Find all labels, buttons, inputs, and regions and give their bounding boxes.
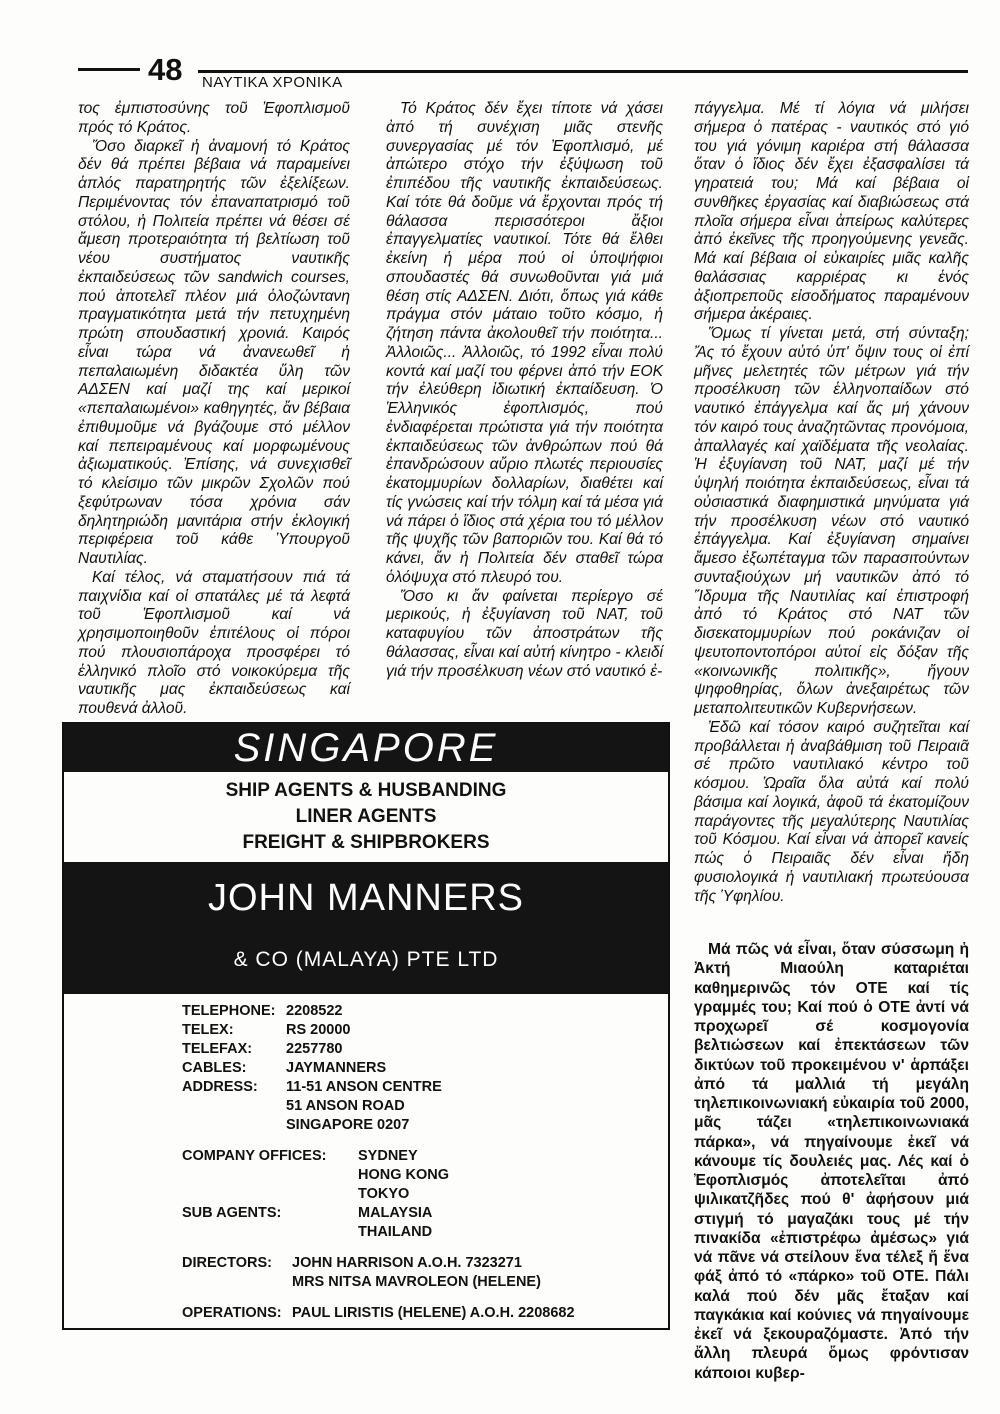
label-directors: DIRECTORS: xyxy=(182,1255,272,1271)
label-sub-agents: SUB AGENTS: xyxy=(182,1205,282,1221)
ad-service-line: FREIGHT & SHIPBROKERS xyxy=(242,832,490,853)
text-column-1 xyxy=(78,100,350,719)
advertisement xyxy=(62,722,670,1330)
paragraph: Ὅσο κι ἄν φαίνεται περίεργο σέ μερικούς, ἡ ἐξυγίανση τοῦ ΝΑΤ, τοῦ καταφυγίου τῶν ἀποστράτων τῆς θάλασσας, εἶναι καί αὐτή κίνητρο - κλειδί γιά τήν προσέλκυση νέων στό ναυτικό ἐ- xyxy=(386,587,663,680)
ad-company-name: JOHN MANNERS xyxy=(207,877,525,919)
page-header xyxy=(78,52,968,91)
label-cables: CABLES: xyxy=(182,1060,247,1076)
office-item: HONG KONG xyxy=(358,1167,450,1183)
sub-agent-item: THAILAND xyxy=(358,1224,433,1240)
ad-service-line: LINER AGENTS xyxy=(295,806,437,827)
paragraph: τος ἐμπιστοσύνης τοῦ Ἐφοπλισμοῦ πρός τό Κράτος. xyxy=(78,100,350,136)
paragraph: Τό Κράτος δέν ἔχει τίποτε νά χάσει ἀπό τή συνέχιση μιᾶς στενῆς συνεργασίας μέ τόν Ἐφοπλισμό, μέ ἀπώτερο στόχο τήν ἐξύψωση τοῦ ἐπιπέδου τῆς ναυτικῆς ἐκπαιδεύσεως. Καί τότε θά δοῦμε νά ἔρχονται πρός τή θάλασσα περισσότεροι ἄξιοι ἐπαγγελματίες ναυτικοί. Τότε θά ἔλθει ἐκείνη ἡ μέρα πού οἱ ὑποψήφιοι σπουδαστές θά συνωθοῦνται γιά μιά θέση στίς ΑΔΣΕΝ. Διότι, ὅπως γιά κάθε πράγμα στόν μάταιο τοῦτο κόσμο, ἡ ζήτηση πάντα ἀκολουθεῖ τήν ποιότητα... Ἀλλοιῶς... Ἀλλοιῶς, τό 1992 εἶναι πολύ κοντά καί μαζί του φέρνει ἀπό τήν ΕΟΚ τήν ἐλεύθερη ἰδιωτική ἐκπαίδευση. Ὁ Ἑλληνικός ἐφοπλισμός, πού ἐνδιαφέρεται πρώτιστα γιά τήν ποιότητα ἐκπαιδεύσεως τῶν ἀνθρώπων πού θά ἐπανδρώσουν αὔριο πλωτές περιουσίες ἑκατομμυρίων δολλαρίων, διαθέτει καί τίς γνώσεις καί τήν τόλμη καί τά μέσα γιά νά πάρει ὁ ἴδιος στά χέρια του τό μέλλον τῆς ψυχῆς τῶν βαποριῶν του. Καί θά τό κάνει, ἄν ἡ Πολιτεία δέν σταθεῖ τώρα ὁλόψυχα στό πλευρό του. xyxy=(386,100,663,586)
header-rule-right xyxy=(198,70,968,73)
director-item: JOHN HARRISON A.O.H. 7323271 xyxy=(292,1255,522,1271)
label-telephone: TELEPHONE: xyxy=(182,1003,276,1019)
address-line: SINGAPORE 0207 xyxy=(286,1117,410,1133)
label-telefax: TELEFAX: xyxy=(182,1041,253,1057)
operations-value: PAUL LIRISTIS (HELENE) A.O.H. 2208682 xyxy=(292,1305,575,1321)
paragraph: πάγγελμα. Μέ τί λόγια νά μιλήσει σήμερα ὁ πατέρας - ναυτικός στό γιό του γιά γόνιμη καριέρα στή θάλασσα ὅταν ὁ ἴδιος δέν ἔχει ἐξασφαλίσει τά γηρατειά του; Μά καί βέβαια οἱ συνθῆκες ἐργασίας καί διαβιώσεως στά πλοῖα σήμερα εἶναι ἀπείρως καλύτερες ἀπό ἐκεῖνες τῆς προηγούμενης γενεᾶς. Μά καί βέβαια οἱ εὐκαιρίες μιᾶς καλῆς θαλάσσιας καρριέρας κι ἑνός ἀξιοπρεποῦς εἰσοδήματος παραμένουν σήμερα ἀκέραιες. xyxy=(694,100,969,324)
page-number: 48 xyxy=(148,52,183,87)
ad-service-line: SHIP AGENTS & HUSBANDING xyxy=(225,780,507,801)
office-item: SYDNEY xyxy=(358,1148,418,1164)
telephone-value: 2208522 xyxy=(286,1003,343,1019)
header-rule-left xyxy=(78,68,140,71)
office-item: TOKYO xyxy=(358,1186,410,1202)
ad-services xyxy=(64,778,668,856)
telefax-value: 2257780 xyxy=(286,1041,343,1057)
text-column-2 xyxy=(386,100,663,681)
sub-agent-item: MALAYSIA xyxy=(358,1205,433,1221)
address-line: 51 ANSON ROAD xyxy=(286,1098,405,1114)
ad-contact-details xyxy=(182,1002,575,1323)
label-company-offices: COMPANY OFFICES: xyxy=(182,1148,327,1164)
paragraph: Ὅμως τί γίνεται μετά, στή σύνταξη; Ἄς τό ἔχουν αὐτό ὑπ' ὄψιν τους οἱ ἐπί μῆνες μελετητές τῶν μέτρων γιά τήν προσέλκυση τῶν ἑλληνοπαίδων στό ναυτικό ἐπάγγελμα καί ἄς μή χάνουν τόν καιρό τους ἀναζητῶντας προνόμοια, ἀπαλλαγές καί χαϊδέματα τῆς νεολαίας. Ἡ ἐξυγίανση τοῦ ΝΑΤ, μαζί μέ τήν ὑψηλή ποιότητα ἐκπαιδεύσεως, εἶναι τά οὐσιαστικά διαφημιστικά μηνύματα γιά τήν προσέλκυση νέων στό ναυτικό ἐπάγγελμα. Καί ἐξυγίανση σημαίνει ἄμεσο ἐξωπέταγμα τῶν παρασιτούντων συνταξιούχων μή ναυτικῶν ἀπό τό Ἵδρυμα τῆς Ναυτιλίας καί ἐπιστροφή ἀπό τό Κράτος στό ΝΑΤ τῶν δισεκατομμυρίων πού ροκάνιζαν οἱ ψευτοποντοπόροι αὐτοί εἰς δόξαν τῆς «κοινωνικῆς πολιτικῆς», ἤγουν ψηφοθηρίας, ὅλων ἀνεξαιρέτως τῶν μεταπολιτευτικῶν Κυβερνήσεων. xyxy=(694,325,969,717)
label-operations: OPERATIONS: xyxy=(182,1305,282,1321)
publication-title: ΝΑΥΤΙΚΑ ΧΡΟΝΙΚΑ xyxy=(202,74,343,91)
director-item: MRS NITSA MAVROLEON (HELENE) xyxy=(292,1274,541,1290)
ad-company-suffix: & CO (MALAYA) PTE LTD xyxy=(233,948,499,971)
address-line: 11-51 ANSON CENTRE xyxy=(286,1079,442,1095)
ad-company-band xyxy=(64,862,668,994)
text-column-3-bold xyxy=(694,940,969,1383)
ad-location: SINGAPORE xyxy=(64,724,668,772)
telex-value: RS 20000 xyxy=(286,1022,351,1038)
label-address: ADDRESS: xyxy=(182,1079,258,1095)
text-column-3 xyxy=(694,100,969,906)
paragraph: Μά πῶς νά εἶναι, ὅταν σύσσωμη ἡ Ἀκτή Μιαούλη καταριέται καθημερινῶς τόν ΟΤΕ καί τίς γραμμές του; Καί πού ὁ ΟΤΕ ἀντί νά προχωρεῖ σέ κοσμογονία βελτιώσεων καί ἐπεκτάσεων τῶν δικτύων τοῦ προκειμένου ν' ἁρπάξει ἀπό τά μαλλιά τή μεγάλη τηλεπικοινωνιακή εὐκαιρία τοῦ 2000, μᾶς τάζει «τηλεπικοινωνιακά πάρκα», νά πηγαίνουμε ἐκεῖ νά κάνουμε τίς δουλειές μας. Λές καί ὁ Ἐφοπλισμός ἀποτελεῖται ἀπό ψιλικατζῆδες πού θ' ἀφήσουν μιά στιγμή τό μαγαζάκι τους μέ τήν πινακίδα «ἐπιστρέφω ἀμέσως» γιά νά πᾶνε νά στείλουν ἕνα τέλεξ ἤ ἕνα φάξ ἀπό τό «πάρκο» τοῦ ΟΤΕ. Πάλι καλά πού δέν μᾶς ἔταξαν καί παγκάκια καί κούνιες νά πηγαίνουμε ἐκεῖ νά ξεκουραζόμαστε. Ἀπό τήν ἄλλη πλευρά ὅμως φρόντισαν κάποιοι κυβερ- xyxy=(694,941,969,1382)
paragraph: Καί τέλος, νά σταματήσουν πιά τά παιχνίδια καί οἱ σπατάλες μέ τά λεφτά τοῦ Ἐφοπλισμοῦ καί νά χρησιμοποιηθοῦν ἐπιτέλους οἱ πόροι πού πλουσιοπάροχα προσφέρει τό ἑλληνικό πλοῖο στό νοικοκύρεμα τῆς ναυτικῆς μας ἐκπαιδεύσεως καί πουθενά ἀλλοῦ. xyxy=(78,568,350,717)
paragraph: Ἐδῶ καί τόσον καιρό συζητεῖται καί προβάλλεται ἡ ἀναβάθμιση τοῦ Πειραιᾶ σέ πρῶτο ναυτιλιακό κέντρο τοῦ κόσμου. Ὡραῖα ὅλα αὐτά καί πολύ βάσιμα καί λογικά, ἀφοῦ τά ἐκατομίζουν παράγοντες τῆς μεγαλύτερης Ναυτιλίας τοῦ Κόσμου. Καί εἶναι νά ἀπορεῖ κανείς πώς ὁ Πειραιᾶς δέν εἶναι ἤδη φυσιολογικά ἡ ναυτιλιακή πρωτεύουσα τῆς Ὑφηλίου. xyxy=(694,718,969,905)
label-telex: TELEX: xyxy=(182,1022,234,1038)
paragraph: Ὅσο διαρκεῖ ἡ ἀναμονή τό Κράτος δέν θά πρέπει βέβαια νά παραμείνει ἁπλός παρατηρητής τῶν ἐξελίξεων. Περιμένοντας τόν ἐπαναπατρισμό τοῦ στόλου, ἡ Πολιτεία πρέπει νά θέσει σέ ἄμεση προτεραιότητα τή βελτίωση τοῦ νέου συστήματος ναυτικῆς ἐκπαιδεύσεως τῶν sandwich courses, πού ἀποτελεῖ πλέον μιά ὁλοζώντανη πραγματικότητα μετά τήν πετυχημένη πρώτη σπουδαστική χρονιά. Καιρός εἶναι τώρα νά ἀνανεωθεῖ ἡ πεπαλαιωμένη διδακτέα ὕλη τῶν ΑΔΣΕΝ καί μαζί της καί μερικοί «πεπαλαιωμένοι» καθηγητές, ἄν βέβαια ἐπιθυμοῦμε νά βγάζουμε στό μέλλον καί πεπειραμένους καί μορφωμένους ἀξιωματικούς. Ἐπίσης, νά συνεχισθεῖ τό κλείσιμο τῶν μικρῶν Σχολῶν πού ξεφύτρωναν τόσα χρόνια σάν δηλητηριώδη μανιτάρια στήν ἐκλογική περιφέρεια τοῦ κάθε Ὑπουργοῦ Ναυτιλίας. xyxy=(78,137,350,567)
cables-value: JAYMANNERS xyxy=(286,1060,387,1076)
